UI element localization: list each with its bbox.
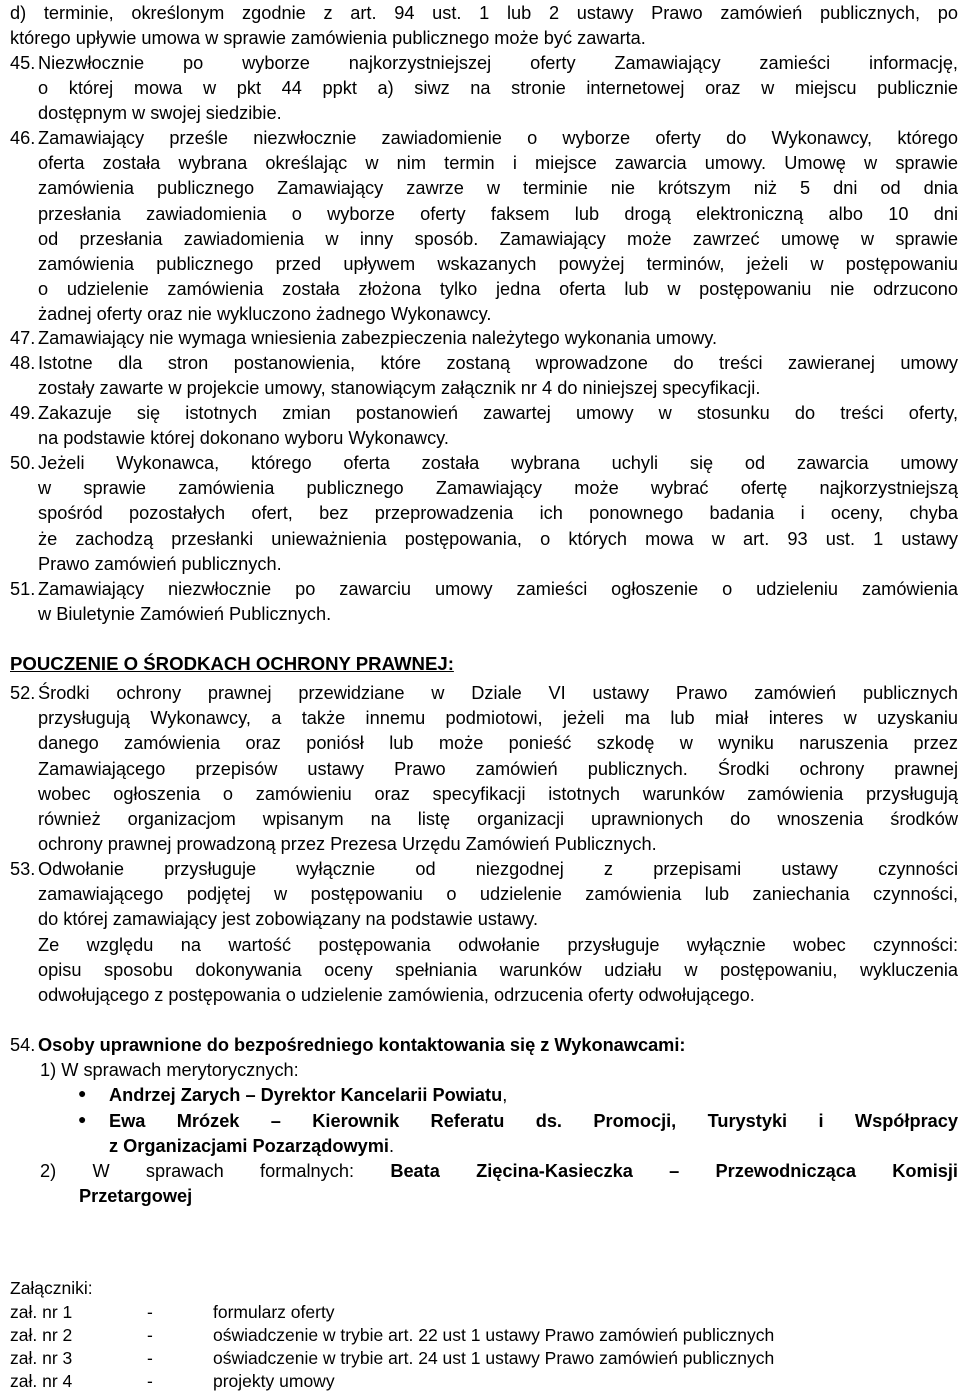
attachment-label: zał. nr 1 [10,1302,73,1322]
item-line: przesłania zawiadomienia o wyborze oferty faksem lub drogą elektroniczną albo 10 dni [38,203,958,224]
attachment-row [10,1324,950,1348]
intro-paragraph [10,1,958,51]
item-number: 53. [10,859,36,879]
item-line: Zamawiający prześle niezwłocznie zawiadomienie o wyborze oferty do Wykonawcy, którego [38,128,958,148]
bullet-1-tail: , [502,1085,508,1105]
item-line: w Biuletynie Zamówień Publicznych. [38,604,332,625]
sub1-label: 1) W sprawach merytorycznych: [40,1060,299,1080]
item-51 [38,577,958,627]
item-line: danego zamówienia oraz poniósł lub może ponieść szkodę w wyniku naruszenia przez [38,733,958,754]
item-line: zamawiającego podjętej w postępowaniu o udzielenie zamówienia lub zaniechania czynności, [38,884,958,905]
item-line: na podstawie której dokonano wyboru Wykonawcy. [38,428,449,449]
item-45 [38,51,958,127]
item-line: Jeżeli Wykonawca, którego oferta została wybrana uchyli się od zawarcia umowy [38,453,958,473]
item-line: Prawo zamówień publicznych. [38,553,282,574]
item-49 [38,401,958,451]
item-line: w sprawie zamówienia publicznego Zamawiający może wybrać ofertę najkorzystniejszą [38,478,958,499]
attachment-dash: - [147,1371,153,1391]
item-number: 50. [10,453,36,473]
item-line: Zamawiający niezwłocznie po zawarciu umowy zamieści ogłoszenie o udzieleniu zamówienia [38,579,958,599]
item-number: 49. [10,403,36,423]
attachment-row [10,1301,950,1325]
item-number: 48. [10,353,36,373]
attachment-text: formularz oferty [213,1302,335,1322]
sub2 [40,1159,958,1184]
item-line: Zakazuje się istotnych zmian postanowień zawartej umowy w stosunku do treści oferty, [38,403,958,423]
section-heading: POUCZENIE O ŚRODKACH OCHRONY PRAWNEJ: [10,653,454,674]
item-line: żadnej oferty oraz nie wykluczono żadnego Wykonawcy. [38,304,492,325]
attachment-row [10,1347,950,1371]
item-line: od przesłania zawiadomienia w inny sposób. Zamawiający może zawrzeć umowę w sprawie [38,228,958,249]
item-line: Środki ochrony prawnej przewidziane w Dziale VI ustawy Prawo zamówień publicznych [38,683,958,703]
attachment-dash: - [147,1348,153,1368]
bullet-icon: ● [78,1111,87,1127]
item-line: do której zamawiający jest zobowiązany na podstawie ustawy. [38,909,539,930]
intro-line-2: którego upływie umowa w sprawie zamówienia publicznego może być zawarta. [10,28,646,49]
bullet-2-tail: . [388,1136,395,1157]
intro-line-1: d) terminie, określonym zgodnie z art. 94 ust. 1 lub 2 ustawy Prawo zamówień publicznych, po [10,3,958,23]
item-line: Niezwłocznie po wyborze najkorzystniejszej oferty Zamawiający zamieści informację, [38,53,958,73]
item-54-title: Osoby uprawnione do bezpośredniego kontaktowania się z Wykonawcami: [38,1035,686,1055]
item-number: 46. [10,128,36,148]
attachments-title: Załączniki: [10,1278,93,1298]
item-line: dostępnym w swojej siedzibie. [38,103,282,124]
attachment-dash: - [147,1302,153,1322]
attachment-text: oświadczenie w trybie art. 24 ust 1 ustawy Prawo zamówień publicznych [213,1348,775,1368]
item-number: 47. [10,328,36,348]
item-line: odwołującego z postępowania o udzielenie zamówienia, odrzucenia oferty odwołującego. [38,984,755,1005]
item-line: o udzielenie zamówienia została złożona tylko jedna oferta lub w postępowaniu nie odrzucono [38,279,958,300]
item-line: Zamawiający nie wymaga wniesienia zabezpieczenia należytego wykonania umowy. [38,328,718,348]
sub2-line-1 [40,1159,958,1184]
item-line: że zachodzą przesłanki unieważnienia postępowania, o których mowa w art. 93 ust. 1 ustawy [38,528,958,549]
item-54 [38,1033,958,1058]
bullet-1-text: Andrzej Zarych – Dyrektor Kancelarii Powiatu [109,1085,503,1105]
item-54-title-row [38,1033,958,1058]
item-line: opisu sposobu dokonywania oceny spełniania warunków udziału w postępowaniu, wykluczenia [38,959,958,980]
item-line: przysługują Wykonawcy, a także innemu podmiotowi, jeżeli ma lub miał interes w uzyskaniu [38,708,958,729]
item-line: zamówienia publicznego przed upływem wskazanych powyżej terminów, jeżeli w postępowaniu [38,253,958,274]
sub2-bold: Beata Zięcina-Kasieczka – Przewodnicząca Komisji [390,1161,958,1181]
item-number: 54. [10,1035,36,1055]
sub2-prefix: 2) W sprawach formalnych: [40,1161,391,1181]
item-number: 52. [10,683,36,703]
item-line: Istotne dla stron postanowienia, które zostaną wprowadzone do treści zawieranej umowy [38,353,958,373]
bullet-2 [109,1109,958,1159]
sub2-bold-line-2: Przetargowej [79,1186,193,1206]
item-line: o której mowa w pkt 44 ppkt a) siwz na stronie internetowej oraz w miejscu publicznie [38,78,958,99]
item-line: zostały zawarte w projekcie umowy, stanowiącym załącznik nr 4 do niniejszej specyfikacji. [38,378,761,399]
attachment-label: zał. nr 3 [10,1348,73,1368]
sub2-line-2 [79,1184,192,1209]
item-line: Ze względu na wartość postępowania odwołanie przysługuje wyłącznie wobec czynności: [38,934,958,955]
item-line: spośród pozostałych ofert, bez przeprowadzenia ich ponownego badania i oceny, chyba [38,503,958,524]
attachment-row [10,1370,950,1394]
attachment-dash: - [147,1325,153,1345]
item-line: Zamawiającego przepisów ustawy Prawo zamówień publicznych. Środki ochrony prawnej [38,758,958,779]
attachment-text: oświadczenie w trybie art. 22 ust 1 ustawy Prawo zamówień publicznych [213,1325,775,1345]
item-number: 45. [10,53,36,73]
bullet-2-line-1: Ewa Mrózek – Kierownik Referatu ds. Promocji, Turystyki i Współpracy [109,1111,958,1131]
item-52 [38,681,958,857]
item-number: 51. [10,579,36,599]
attachment-label: zał. nr 2 [10,1325,73,1345]
item-53 [38,857,958,1008]
item-line: wobec ogłoszenia o zamówieniu oraz specyfikacji istotnych warunków zamówienia przysługują [38,783,958,804]
attachment-label: zał. nr 4 [10,1371,73,1391]
bullet-1 [109,1083,507,1108]
bullet-icon: ● [78,1085,87,1101]
item-48 [38,351,958,401]
item-line: również organizacjom wpisanym na listę organizacji uprawnionych do wnoszenia środków [38,808,958,829]
item-50 [38,451,958,577]
attachment-text: projekty umowy [213,1371,335,1391]
item-line: ochrony prawnej prowadzoną przez Prezesa Urzędu Zamówień Publicznych. [38,834,657,855]
bullet-2-line-2: z Organizacjami Pozarządowymi [109,1136,389,1157]
item-line: oferta została wybrana określając w nim termin i miejsce zawarcia umowy. Umowę w sprawie [38,153,958,174]
item-line: Odwołanie przysługuje wyłącznie od niezgodnej z przepisami ustawy czynności [38,859,958,879]
item-47 [38,326,958,351]
item-line: zamówienia publicznego Zamawiający zawrze w terminie nie krótszym niż 5 dni od dnia [38,178,958,199]
item-46 [38,126,958,328]
